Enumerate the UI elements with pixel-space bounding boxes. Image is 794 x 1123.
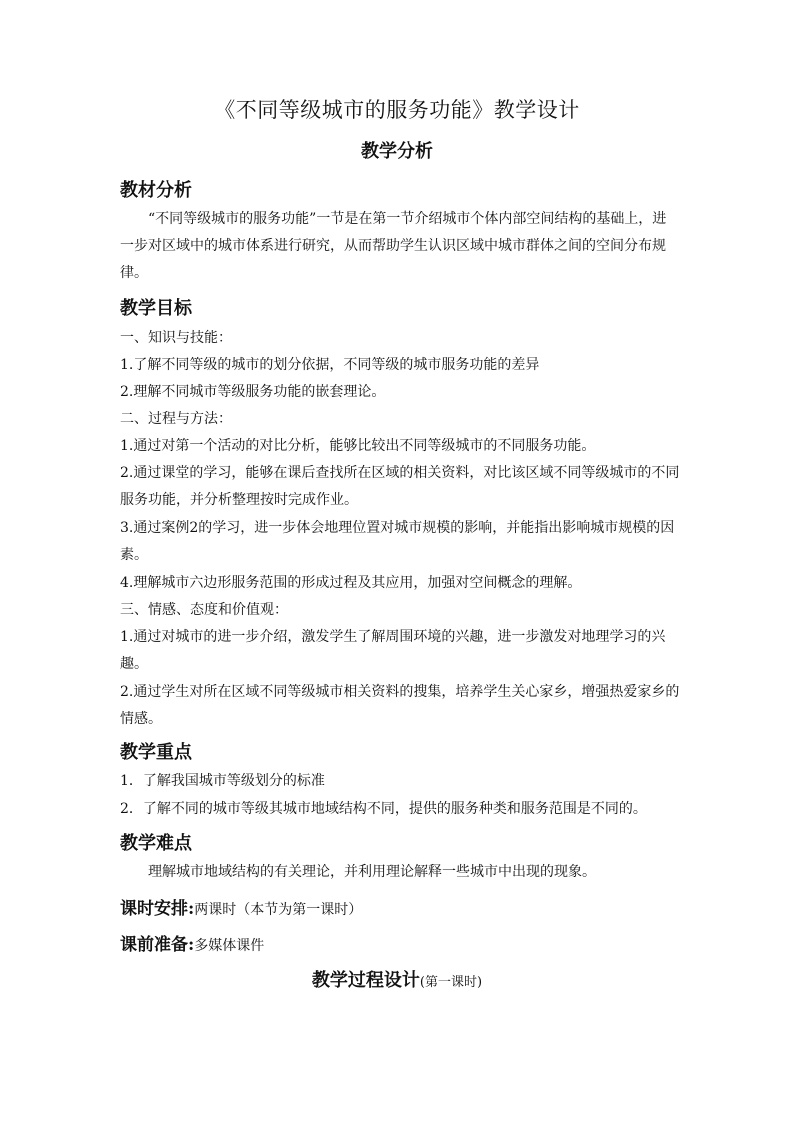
goals-attitude-item-2: 2.通过学生对所在区域不同等级城市相关资料的搜集，培养学生关心家乡，增强热爱家乡的情感。 [120,684,680,727]
goals-section-process: 二、过程与方法： [120,411,232,427]
section-title-analysis: 教学分析 [361,141,433,162]
goals-section-attitude: 三、情感、态度和价值观： [120,602,288,618]
goals-knowledge-item-2: 2.理解不同城市等级服务功能的嵌套理论。 [120,384,386,400]
schedule-label: 课时安排: [120,899,195,919]
material-analysis-text: “不同等级城市的服务功能”一节是在第一节介绍城市个体内部空间结构的基础上，进一步对区域中的城市体系进行研究，从而帮助学生认识区域中城市群体之间的空间分布规律。 [120,211,667,281]
heading-teaching-goals: 教学目标 [120,298,192,319]
goals-knowledge-item-1: 1.了解不同等级的城市的划分依据，不同等级的城市服务功能的差异 [120,357,540,373]
schedule-value: 两课时（本节为第一课时） [194,902,363,918]
goals-process-item-3: 3.通过案例2的学习，进一步体会地理位置对城市规模的影响，并能指出影响城市规模的因素。 [120,520,675,563]
preparation-label: 课前准备: [120,935,195,955]
heading-material-analysis: 教材分析 [120,180,192,201]
preparation-value: 多媒体课件 [194,938,265,954]
key-point-item-2: 2．了解不同的城市等级其城市地域结构不同，提供的服务种类和服务范围是不同的。 [120,801,647,817]
process-heading: 教学过程设计 [311,970,420,991]
difficulty-text: 理解城市地域结构的有关理论，并利用理论解释一些城市中出现的现象。 [148,864,596,880]
goals-process-item-2: 2.通过课堂的学习，能够在课后查找所在区域的相关资料，对比该区域不同等级城市的不同服务功能，并分析整理按时完成作业。 [120,465,680,508]
heading-key-points: 教学重点 [120,742,192,763]
goals-attitude-item-1: 1.通过对城市的进一步介绍，激发学生了解周围环境的兴趣，进一步激发对地理学习的兴趣。 [120,629,666,672]
goals-process-item-4: 4.理解城市六边形服务范围的形成过程及其应用，加强对空间概念的理解。 [120,575,582,591]
document-title: 《不同等级城市的服务功能》教学设计 [214,98,580,122]
goals-section-knowledge: 一、知识与技能： [120,330,232,346]
key-point-item-1: 1．了解我国城市等级划分的标准 [120,773,325,789]
heading-difficulty: 教学难点 [120,833,192,854]
preparation-row [120,930,264,955]
goals-process-item-1: 1.通过对第一个活动的对比分析，能够比较出不同等级城市的不同服务功能。 [120,438,596,454]
process-note: (第一课时) [419,975,483,990]
process-heading-row [0,966,794,992]
schedule-row [120,894,362,919]
